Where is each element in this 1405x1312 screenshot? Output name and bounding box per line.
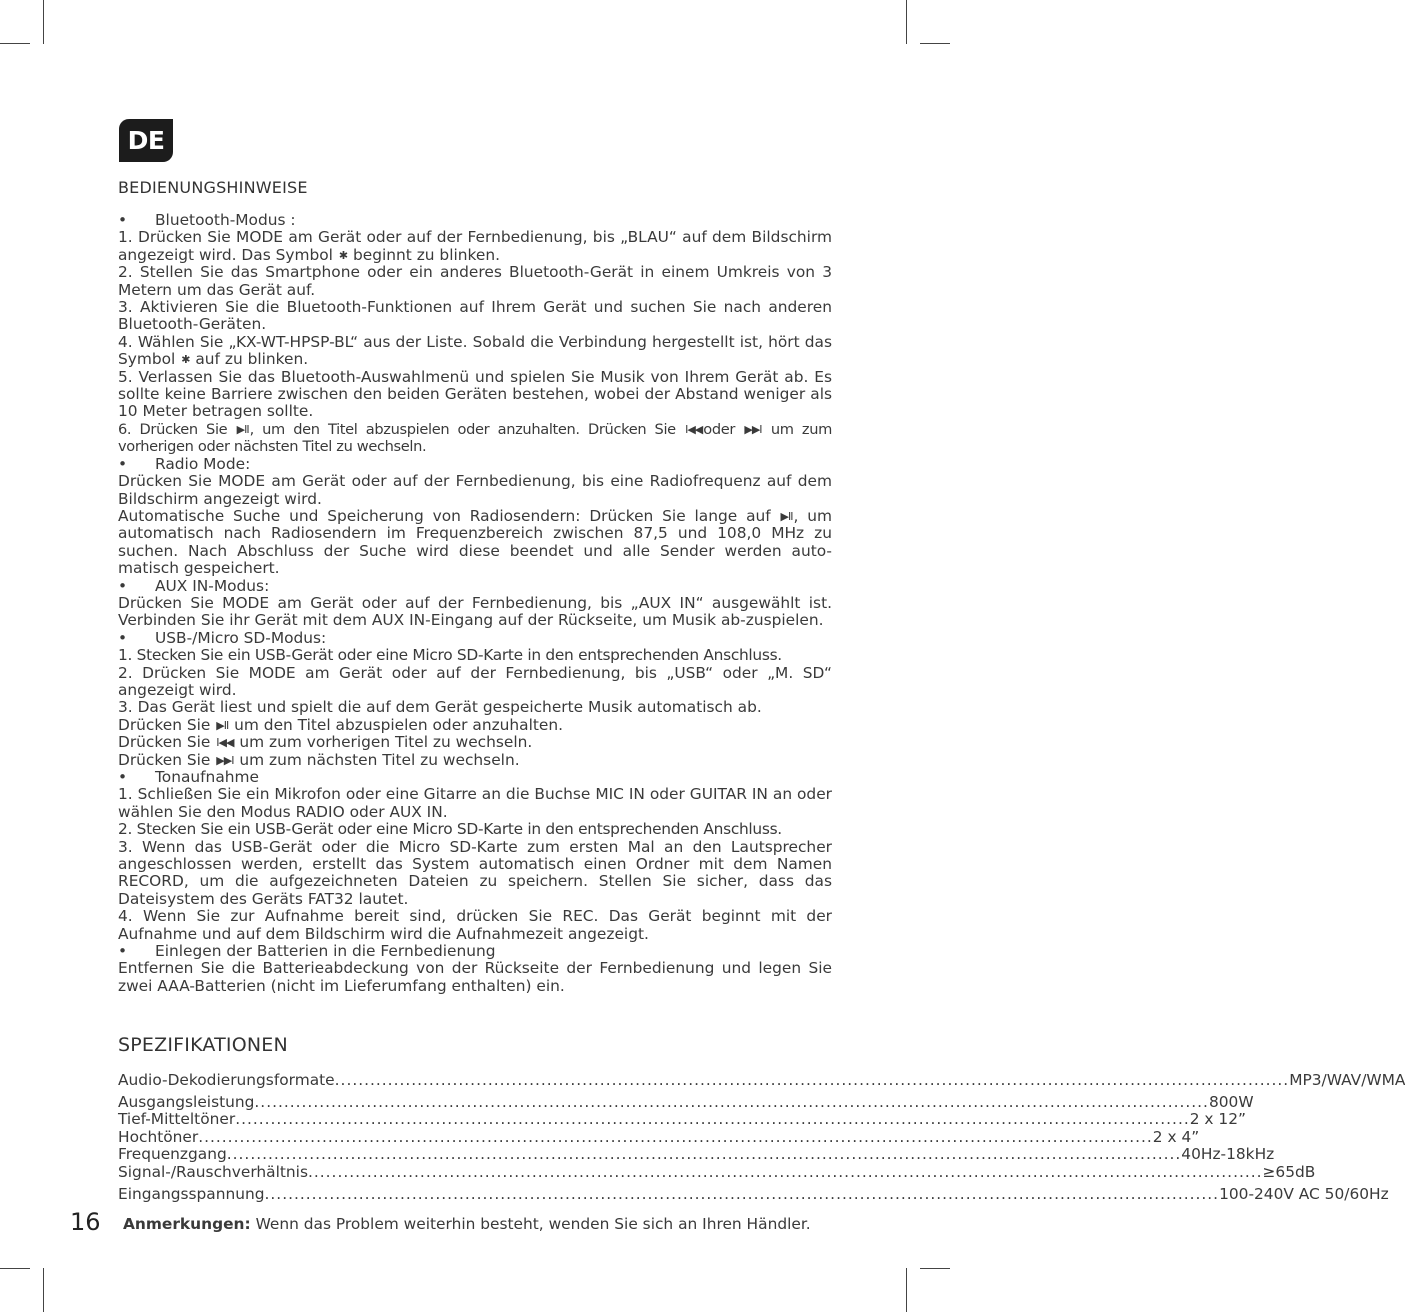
spec-row: Ausgangsleistung .................................................................................................................................................................. 800W: [118, 1092, 1254, 1111]
aux-step-1: Drücken Sie MODE am Gerät oder auf der Fernbedienung, bis „AUX IN“ ausgewählt ist. Verbinden Sie ihr Gerät mit dem AUX IN-Eingang auf der Rückseite, um Musik ab-zuspielen.: [118, 593, 832, 630]
radio-mode-title: Radio Mode:: [155, 454, 251, 473]
usb-step-5: Drücken Sie I◀◀ um zum vorherigen Titel zu wechseln.: [118, 733, 533, 752]
section-title: BEDIENUNGSHINWEISE: [118, 178, 308, 197]
bullet-radio: • Radio Mode:: [118, 454, 251, 473]
crop-mark: [906, 0, 907, 44]
spec-row: Audio-Dekodierungsformate .................................................................................................................................................................. MP3/WAV/WMA: [118, 1071, 1405, 1089]
aux-mode-title: AUX IN-Modus:: [155, 576, 270, 595]
bt-step-1: 1. Drücken Sie MODE am Gerät oder auf der Fernbedienung, bis „BLAU“ auf dem Bildschirm angezeigt wird. Das Symbol ✱ beginnt zu blinken.: [118, 228, 832, 264]
play-pause-icon: ▶II: [216, 718, 229, 732]
usb-step-3: 3. Das Gerät liest und spielt die auf dem Gerät gespeicherte Musik automatisch ab.: [118, 698, 762, 717]
radio-step-1: Drücken Sie MODE am Gerät oder auf der Fernbedienung, bis eine Radiofrequenz auf dem Bildschirm angezeigt wird.: [118, 472, 832, 508]
bullet-bluetooth: • Bluetooth-Modus :: [118, 211, 296, 229]
crop-mark: [920, 1268, 950, 1269]
crop-mark: [0, 1268, 30, 1269]
usb-step-4: Drücken Sie ▶II um den Titel abzuspielen oder anzuhalten.: [118, 715, 564, 734]
play-pause-icon: ▶II: [780, 509, 793, 523]
note-text: Wenn das Problem weiterhin besteht, wenden Sie sich an Ihren Händler.: [255, 1215, 811, 1233]
play-pause-icon: ▶II: [236, 422, 249, 436]
bullet-recording: • Tonaufnahme: [118, 768, 259, 786]
battery-step-1: Entfernen Sie die Batterieabdeckung von der Rückseite der Fernbedienung und legen Sie zwei AAA-Batterien (nicht im Lieferumfang enthalten) ein.: [118, 959, 832, 995]
page-number: 16: [70, 1208, 101, 1236]
rec-step-3: 3. Wenn das USB-Gerät oder die Micro SD-Karte zum ersten Mal an den Lautsprecher angeschlossen werden, erstellt das System automatisch einen Ordner mit dem Namen RECORD, um die aufgezeichneten Dateien zu speichern. Stellen Sie sicher, dass das Dateisystem des Geräts FAT32 lautet.: [118, 837, 832, 908]
crop-mark: [906, 1268, 907, 1312]
crop-mark: [920, 43, 950, 44]
spec-row: Hochtöner .................................................................................................................................................................. 2 x 4”: [118, 1127, 1200, 1146]
usb-step-6: Drücken Sie ▶▶I um zum nächsten Titel zu wechseln.: [118, 750, 520, 769]
rec-step-1: 1. Schließen Sie ein Mikrofon oder eine Gitarre an die Buchse MIC IN oder GUITAR IN an oder wählen Sie den Modus RADIO oder AUX IN.: [118, 785, 832, 821]
spec-row: Frequenzgang .................................................................................................................................................................. 40Hz-18kHz: [118, 1145, 1275, 1164]
crop-mark: [43, 1268, 44, 1312]
specifications-title: SPEZIFIKATIONEN: [118, 1034, 288, 1056]
bullet-batteries: • Einlegen der Batterien in die Fernbedienung: [118, 942, 496, 961]
next-track-icon: ▶▶I: [216, 753, 234, 767]
next-track-icon: ▶▶I: [744, 422, 762, 436]
bt-step-2: 2. Stellen Sie das Smartphone oder ein anderes Bluetooth-Gerät in einem Umkreis von 3 Metern um das Gerät auf.: [118, 263, 832, 299]
spec-row: Signal-/Rauschverhältnis .................................................................................................................................................................. ≥65dB: [118, 1162, 1316, 1181]
batteries-title: Einlegen der Batterien in die Fernbedienung: [155, 942, 496, 961]
rec-step-2: 2. Stecken Sie ein USB-Gerät oder eine Micro SD-Karte in den entsprechenden Anschluss.: [118, 820, 782, 839]
bluetooth-icon: ✱: [338, 248, 348, 262]
bullet-aux: • AUX IN-Modus:: [118, 576, 270, 595]
previous-track-icon: I◀◀: [216, 736, 234, 750]
bullet-usb: • USB-/Micro SD-Modus:: [118, 628, 327, 647]
note-label: Anmerkungen:: [123, 1215, 251, 1233]
instructions-body: [118, 212, 832, 995]
usb-step-1: 1. Stecken Sie ein USB-Gerät oder eine Micro SD-Karte in den entsprechenden Anschluss.: [118, 646, 782, 665]
spec-row: Tief-Mitteltöner .................................................................................................................................................................. 2 x 12”: [118, 1110, 1246, 1129]
radio-step-2: Automatische Suche und Speicherung von Radiosendern: Drücken Sie lange auf ▶II, um automatisch nach Radiosendern im Frequenzbereich zwischen 87,5 und 108,0 MHz zu suchen. Nach Abschluss der Suche wird diese beendet und alle Sender werden auto-matisch gespeichert.: [118, 506, 832, 578]
language-badge: DE: [119, 119, 173, 162]
crop-mark: [43, 0, 44, 44]
recording-title: Tonaufnahme: [155, 768, 259, 786]
usb-step-2: 2. Drücken Sie MODE am Gerät oder auf der Fernbedienung, bis „USB“ oder „M. SD“ angezeigt wird.: [118, 663, 832, 699]
bt-step-6: 6. Drücken Sie ▶II, um den Titel abzuspielen oder anzuhalten. Drücken Sie I◀◀oder ▶▶I um zum vorherigen oder nächsten Titel zu wechseln.: [118, 420, 832, 456]
previous-track-icon: I◀◀: [685, 422, 703, 436]
usb-mode-title: USB-/Micro SD-Modus:: [155, 628, 327, 647]
bluetooth-icon: ✱: [181, 353, 190, 367]
bluetooth-mode-title: Bluetooth-Modus :: [155, 211, 296, 229]
specifications-list: [118, 1071, 1405, 1203]
spec-row: Eingangsspannung .................................................................................................................................................................. 100-240V AC 50/60Hz: [118, 1184, 1389, 1203]
bt-step-3: 3. Aktivieren Sie die Bluetooth-Funktionen auf Ihrem Gerät und suchen Sie nach anderen Bluetooth-Geräten.: [118, 298, 832, 334]
bt-step-4: 4. Wählen Sie „KX-WT-HPSP-BL“ aus der Liste. Sobald die Verbindung hergestellt ist, hört das Symbol ✱ auf zu blinken.: [118, 332, 832, 369]
rec-step-4: 4. Wenn Sie zur Aufnahme bereit sind, drücken Sie REC. Das Gerät beginnt mit der Aufnahme und auf dem Bildschirm wird die Aufnahmezeit angezeigt.: [118, 907, 832, 943]
footer-note: [123, 1215, 811, 1233]
bt-step-5: 5. Verlassen Sie das Bluetooth-Auswahlmenü und spielen Sie Musik von Ihrem Gerät ab. Es sollte keine Barriere zwischen den beiden Geräten bestehen, wobei der Abstand weniger als 10 Meter betragen sollte.: [118, 367, 832, 421]
crop-mark: [0, 43, 30, 44]
